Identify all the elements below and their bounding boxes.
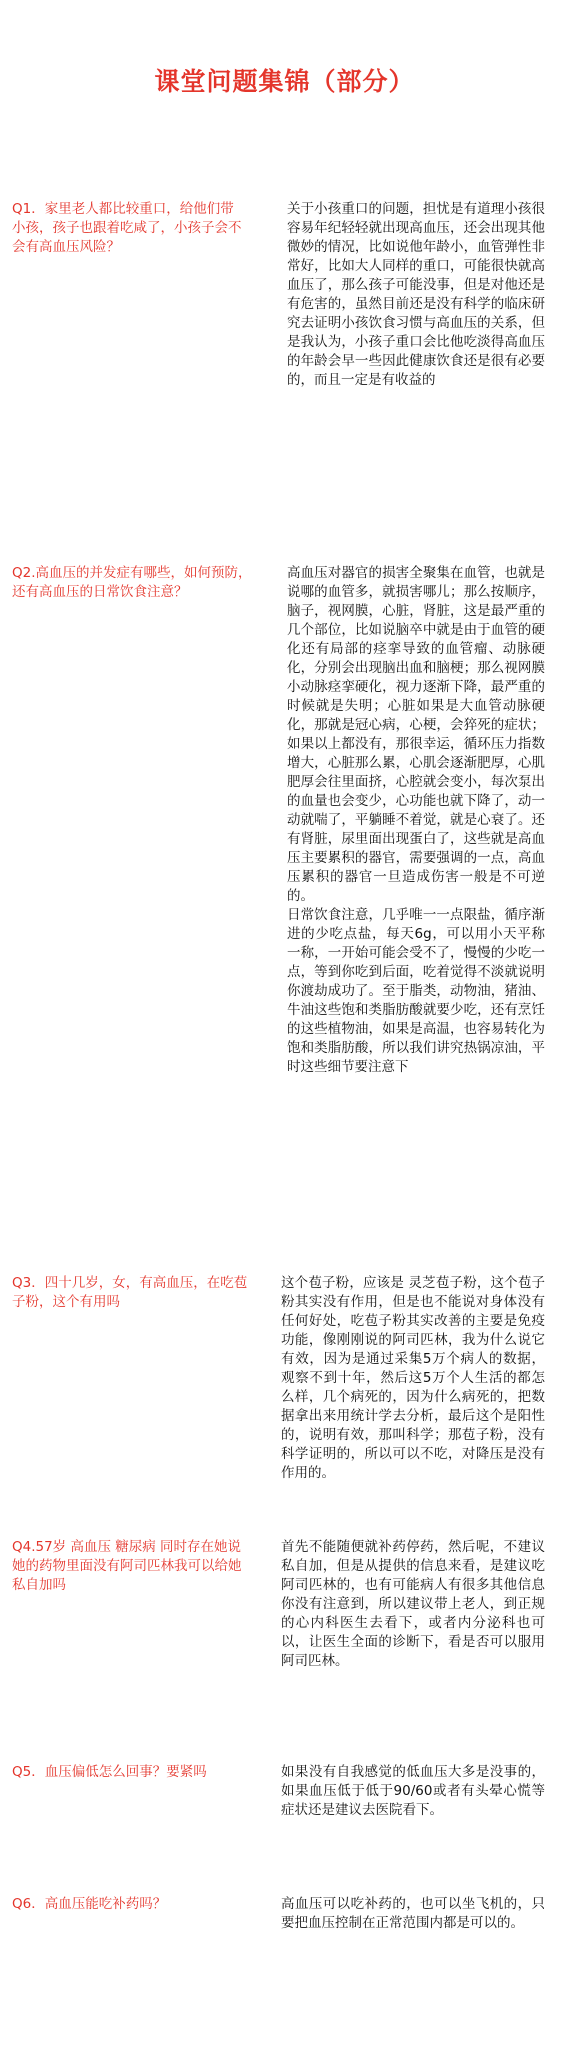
answer-3 xyxy=(281,1274,545,1483)
page-title: 课堂问题集锦（部分） xyxy=(154,67,415,96)
answer-2-paragraph-1: 高血压对器官的损害全聚集在血管，也就是说哪的血管多，就损害哪儿；那么按顺序，脑子，视网膜，心脏，肾脏，这是最严重的几个部位，比如说脑卒中就是由于血管的硬化还有局部的痉挛导致的血管瘤、动脉硬化，分别会出现脑出血和脑梗；那么视网膜小动脉痉挛硬化，视力逐渐下降，最严重的时候就是失明；心脏如果是大血管动脉硬化，那就是冠心病，心梗，会猝死的症状；如果以上都没有，那很幸运，循环压力指数增大，心脏那么累，心肌会逐渐肥厚，心肌肥厚会往里面挤，心腔就会变小，每次泵出的血量也会变少，心功能也就下降了，动一动就喘了，平躺睡不着觉，就是心衰了。还有肾脏，尿里面出现蛋白了，这些就是高血压主要累积的器官，需要强调的一点，高血压累积的器官一旦造成伤害一般是不可逆的。 xyxy=(287,565,545,904)
answer-4-paragraph-1: 首先不能随便就补药停药，然后呢，不建议私自加，但是从提供的信息来看，是建议吃阿司匹林的，也有可能病人有很多其他信息你没有注意到，所以建议带上老人，到正规的心内科医生去看下，或者内分泌科也可以，让医生全面的诊断下，看是否可以服用阿司匹林。 xyxy=(281,1539,545,1669)
question-4: Q4.57岁 高血压 糖尿病 同时存在她说她的药物里面没有阿司匹林我可以给她私自加吗 xyxy=(12,1539,242,1593)
answer-6 xyxy=(281,1895,545,1933)
answer-4 xyxy=(281,1538,545,1671)
question-3: Q3．四十几岁，女，有高血压，在吃苞子粉，这个有用吗 xyxy=(12,1275,248,1310)
question-1: Q1．家里老人都比较重口，给他们带小孩，孩子也跟着吃咸了，小孩子会不会有高血压风险？ xyxy=(12,201,242,255)
answer-6-paragraph-1: 高血压可以吃补药的，也可以坐飞机的，只要把血压控制在正常范围内都是可以的。 xyxy=(281,1896,545,1931)
question-6: Q6．高血压能吃补药吗？ xyxy=(12,1896,167,1912)
answer-5-paragraph-1: 如果没有自我感觉的低血压大多是没事的，如果血压低于低于90/60或者有头晕心慌等症状还是建议去医院看下。 xyxy=(281,1764,545,1818)
answer-2-paragraph-2: 日常饮食注意，几乎唯一一点限盐，循序渐进的少吃点盐，每天6g，可以用小天平称一称，一开始可能会受不了，慢慢的少吃一点，等到你吃到后面，吃着觉得不淡就说明你渡劫成功了。至于脂类，动物油，猪油、牛油这些饱和类脂肪酸就要少吃，还有烹饪的这些植物油，如果是高温，也容易转化为饱和类脂肪酸，所以我们讲究热锅凉油，平时这些细节要注意下 xyxy=(287,907,545,1075)
answer-1 xyxy=(287,200,545,390)
answer-1-paragraph-1: 关于小孩重口的问题，担忧是有道理小孩很容易年纪轻轻就出现高血压，还会出现其他微妙的情况，比如说他年龄小，血管弹性非常好，比如大人同样的重口，可能很快就高血压了，那么孩子可能没事，但是对他还是有危害的，虽然目前还是没有科学的临床研究去证明小孩饮食习惯与高血压的关系，但是我认为，小孩子重口会比他吃淡得高血压的年龄会早一些因此健康饮食还是很有必要的，而且一定是有收益的 xyxy=(287,201,545,388)
answer-5 xyxy=(281,1763,545,1820)
question-5: Q5．血压偏低怎么回事？要紧吗 xyxy=(12,1764,207,1780)
question-2: Q2.高血压的并发症有哪些，如何预防，还有高血压的日常饮食注意？ xyxy=(12,565,252,600)
answer-2 xyxy=(287,564,545,1077)
answer-3-paragraph-1: 这个苞子粉，应该是 灵芝苞子粉，这个苞子粉其实没有作用，但是也不能说对身体没有任何好处，吃苞子粉其实改善的主要是免疫功能，像刚刚说的阿司匹林，我为什么说它有效，因为是通过采集5万个病人的数据，观察不到十年，然后这5万个人生活的都怎么样，几个病死的，因为什么病死的，把数据拿出来用统计学去分析，最后这个是阳性的，说明有效，那叫科学；那苞子粉，没有科学证明的，所以可以不吃，对降压是没有作用的。 xyxy=(281,1275,545,1481)
